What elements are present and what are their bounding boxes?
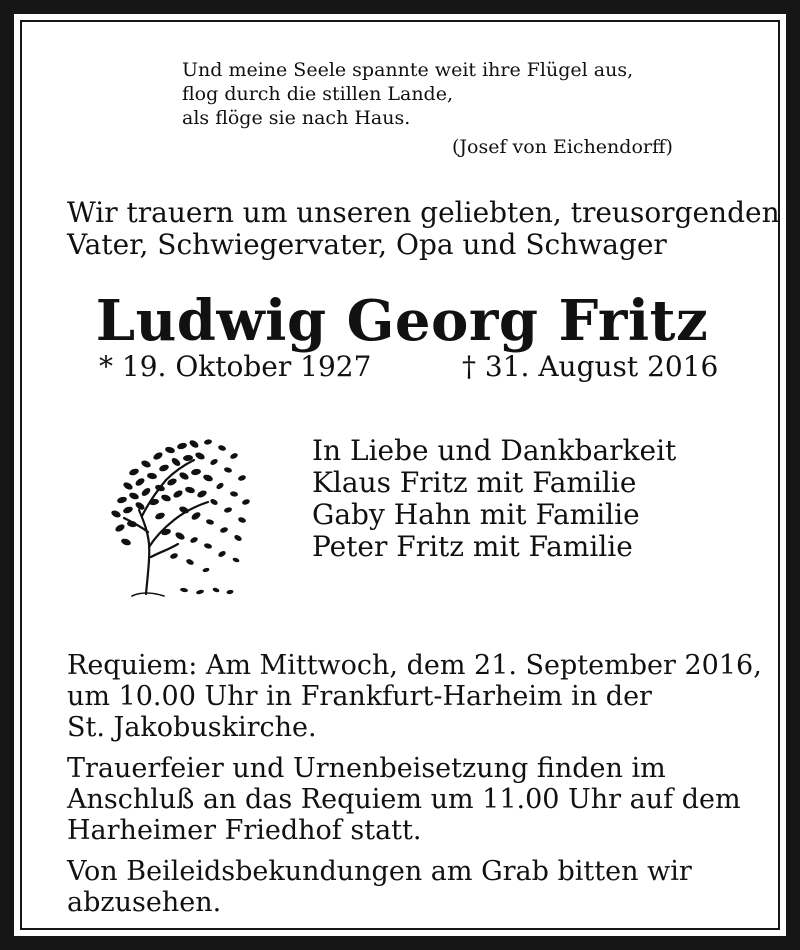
- notice-inner-frame: [20, 20, 780, 930]
- intro-line: Vater, Schwiegervater, Opa und Schwager: [67, 228, 667, 261]
- request-line: Von Beileidsbekundungen am Grab bitten wir: [67, 856, 692, 887]
- burial-paragraph: [67, 753, 762, 846]
- poem-line: flog durch die stillen Lande,: [182, 83, 454, 105]
- intro-text: [67, 197, 780, 261]
- intro-line: Wir trauern um unseren geliebten, treusorgenden: [67, 196, 780, 229]
- requiem-line: um 10.00 Uhr in Frankfurt-Harheim in der: [67, 681, 652, 712]
- burial-line: Harheimer Friedhof statt.: [67, 815, 422, 846]
- request-line: abzusehen.: [67, 887, 222, 918]
- requiem-paragraph: [67, 650, 762, 743]
- mourners-list: [312, 435, 676, 563]
- death-date: † 31. August 2016: [462, 350, 719, 383]
- tree-icon: [104, 432, 254, 597]
- mourners-line: Gaby Hahn mit Familie: [312, 498, 640, 531]
- poem-line: Und meine Seele spannte weit ihre Flügel aus,: [182, 59, 634, 81]
- mourners-line: Peter Fritz mit Familie: [312, 530, 633, 563]
- request-paragraph: [67, 856, 762, 918]
- burial-line: Anschluß an das Requiem um 11.00 Uhr auf dem: [67, 784, 741, 815]
- poem-verse: [182, 58, 633, 130]
- birth-date: * 19. Oktober 1927: [99, 350, 372, 383]
- requiem-line: Requiem: Am Mittwoch, dem 21. September 2016,: [67, 650, 762, 681]
- deceased-name: Ludwig Georg Fritz: [95, 288, 709, 354]
- service-details: [67, 650, 762, 928]
- requiem-line: St. Jakobuskirche.: [67, 712, 317, 743]
- mourners-line: Klaus Fritz mit Familie: [312, 466, 637, 499]
- burial-line: Trauerfeier und Urnenbeisetzung finden im: [67, 753, 666, 784]
- poem-author: (Josef von Eichendorff): [452, 136, 673, 158]
- mourners-line: In Liebe und Dankbarkeit: [312, 434, 677, 467]
- poem-line: als flöge sie nach Haus.: [182, 107, 411, 129]
